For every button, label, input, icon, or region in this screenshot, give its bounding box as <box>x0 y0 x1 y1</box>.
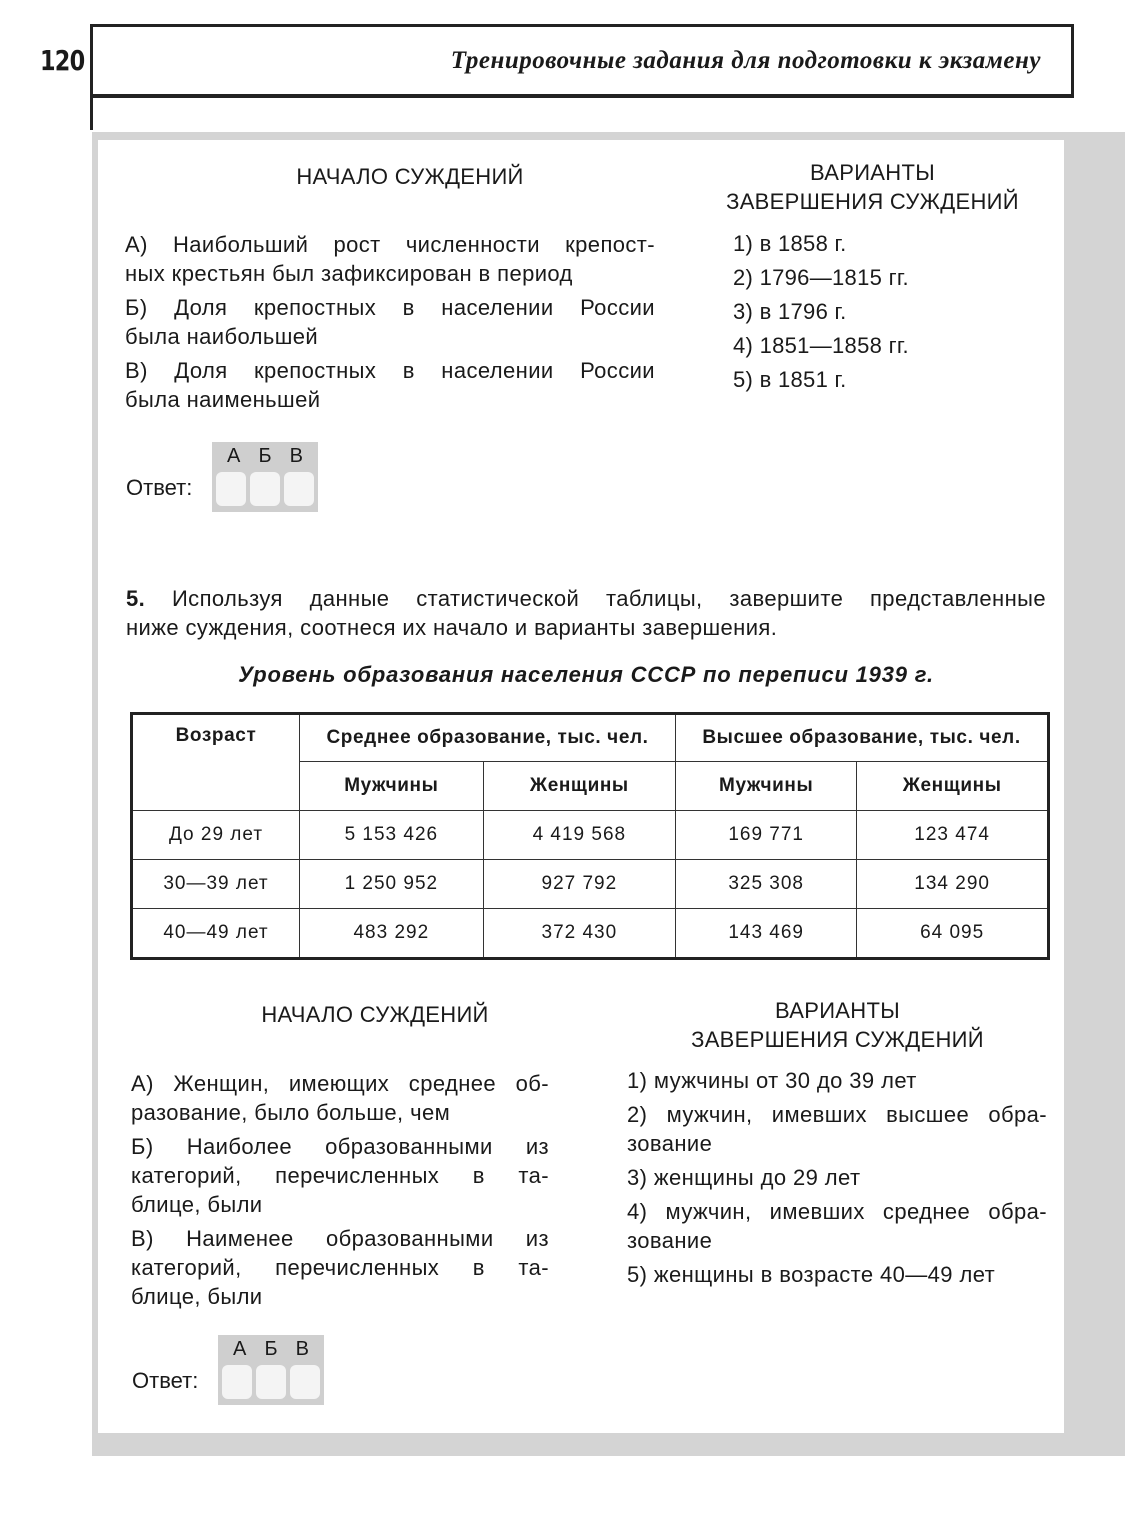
task5-answer-label: Ответ: <box>132 1368 199 1393</box>
cell-value: 927 792 <box>483 860 675 909</box>
list-item <box>131 1069 549 1127</box>
task5-judgment-list <box>131 1069 549 1316</box>
task5-right-heading-line1: ВАРИАНТЫ <box>775 998 900 1023</box>
cell-age: До 29 лет <box>132 811 300 860</box>
cell-value: 4 419 568 <box>483 811 675 860</box>
judgment-line: А) Женщин, имеющих среднее об- <box>131 1071 549 1096</box>
judgment-line: В) Наименее образованными из <box>131 1226 549 1251</box>
judgment-line: разование, было больше, чем <box>131 1100 451 1125</box>
option-item: 4) 1851—1858 гг. <box>733 333 909 358</box>
option-line: 1) мужчины от 30 до 39 лет <box>627 1068 917 1093</box>
option-item <box>627 1197 1047 1255</box>
cell-value: 134 290 <box>857 860 1049 909</box>
option-item <box>627 1260 1047 1289</box>
task4-right-heading-line2: ЗАВЕРШЕНИЯ СУЖДЕНИЙ <box>726 189 1019 214</box>
answer-cell-v[interactable] <box>290 1365 320 1399</box>
cell-value: 64 095 <box>857 909 1049 959</box>
list-item <box>125 230 655 288</box>
task4-judgment-list <box>125 230 655 419</box>
table-title: Уровень образования населения СССР по переписи 1939 г. <box>238 662 934 687</box>
answer-cell-a[interactable] <box>222 1365 252 1399</box>
header-divider <box>90 94 93 130</box>
option-item: 1) в 1858 г. <box>733 231 847 256</box>
task5-text-line2: ниже суждения, соотнеся их начало и варианты завершения. <box>126 615 778 640</box>
header-title: Тренировочные задания для подготовки к экзамену <box>450 47 1041 74</box>
judgment-line: категорий, перечисленных в та- <box>131 1255 549 1280</box>
cell-value: 169 771 <box>676 811 857 860</box>
task4-right-heading-line1: ВАРИАНТЫ <box>810 160 935 185</box>
col-header-secondary: Среднее образование, тыс. чел. <box>300 714 676 762</box>
judgment-line: была наибольшей <box>125 324 319 349</box>
option-item <box>627 1163 1047 1192</box>
task5-left-heading: НАЧАЛО СУЖДЕНИЙ <box>261 1002 489 1027</box>
option-item: 3) в 1796 г. <box>733 299 847 324</box>
answer-letters <box>212 445 318 468</box>
option-item <box>627 1100 1047 1158</box>
col-header-higher: Высшее образование, тыс. чел. <box>676 714 1049 762</box>
judgment-line: В) Доля крепостных в населении России <box>125 358 655 383</box>
cell-age: 40—49 лет <box>132 909 300 959</box>
cell-age: 30—39 лет <box>132 860 300 909</box>
option-line: 2) мужчин, имевших высшее обра- <box>627 1102 1047 1127</box>
header-rule <box>90 94 1074 98</box>
cell-value: 5 153 426 <box>300 811 484 860</box>
sub-header-women: Женщины <box>857 762 1049 811</box>
task4-options-list <box>733 229 1053 399</box>
judgment-line: А) Наибольший рост численности крепост- <box>125 232 655 257</box>
task5-right-heading-line2: ЗАВЕРШЕНИЯ СУЖДЕНИЙ <box>691 1027 984 1052</box>
answer-letter: А <box>227 445 241 467</box>
cell-value: 143 469 <box>676 909 857 959</box>
task4-right-heading <box>700 158 1045 216</box>
cell-value: 325 308 <box>676 860 857 909</box>
page-number: 120 <box>40 44 85 77</box>
col-header-age: Возраст <box>132 714 300 811</box>
table-row <box>132 811 1049 860</box>
answer-cell-a[interactable] <box>216 472 246 506</box>
task5-prompt <box>126 584 1046 642</box>
answer-letter: В <box>295 1338 309 1360</box>
option-line: зование <box>627 1228 713 1253</box>
judgment-line: категорий, перечисленных в та- <box>131 1163 549 1188</box>
task4-answer-grid <box>212 442 318 512</box>
option-line: 3) женщины до 29 лет <box>627 1165 861 1190</box>
table-row <box>132 909 1049 959</box>
judgment-line: ных крестьян был зафиксирован в период <box>125 261 573 286</box>
table-row <box>132 860 1049 909</box>
option-line: зование <box>627 1131 713 1156</box>
task5-right-heading <box>665 996 1010 1054</box>
page-header <box>90 24 1074 97</box>
answer-letter: В <box>289 445 303 467</box>
list-item <box>131 1132 549 1219</box>
judgment-line: Б) Наиболее образованными из <box>131 1134 549 1159</box>
list-item <box>131 1224 549 1311</box>
cell-value: 372 430 <box>483 909 675 959</box>
list-item <box>125 356 655 414</box>
judgment-line: блице, были <box>131 1284 263 1309</box>
answer-cell-v[interactable] <box>284 472 314 506</box>
answer-cell-b[interactable] <box>256 1365 286 1399</box>
task4-answer-label: Ответ: <box>126 475 193 500</box>
answer-cell-b[interactable] <box>250 472 280 506</box>
option-item: 5) в 1851 г. <box>733 367 847 392</box>
task5-options-list <box>627 1066 1047 1294</box>
option-item <box>627 1066 1047 1095</box>
cell-value: 123 474 <box>857 811 1049 860</box>
task4-left-heading: НАЧАЛО СУЖДЕНИЙ <box>296 164 524 189</box>
sub-header-women: Женщины <box>483 762 675 811</box>
sub-header-men: Мужчины <box>300 762 484 811</box>
sub-header-men: Мужчины <box>676 762 857 811</box>
option-item: 2) 1796—1815 гг. <box>733 265 909 290</box>
answer-letters <box>218 1338 324 1361</box>
cell-value: 483 292 <box>300 909 484 959</box>
task5-text-line1: Используя данные статистической таблицы, завершите представленные <box>171 586 1046 611</box>
judgment-line: блице, были <box>131 1192 263 1217</box>
task5-answer-grid <box>218 1335 324 1405</box>
statistics-table <box>130 712 1050 960</box>
answer-letter: Б <box>264 1338 278 1360</box>
judgment-line: Б) Доля крепостных в населении России <box>125 295 655 320</box>
option-line: 4) мужчин, имевших среднее обра- <box>627 1199 1047 1224</box>
list-item <box>125 293 655 351</box>
option-line: 5) женщины в возрасте 40—49 лет <box>627 1262 996 1287</box>
answer-letter: Б <box>258 445 272 467</box>
judgment-line: была наименьшей <box>125 387 321 412</box>
cell-value: 1 250 952 <box>300 860 484 909</box>
task5-prompt-line <box>126 584 1046 613</box>
answer-letter: А <box>233 1338 247 1360</box>
task5-number: 5. <box>126 586 146 611</box>
